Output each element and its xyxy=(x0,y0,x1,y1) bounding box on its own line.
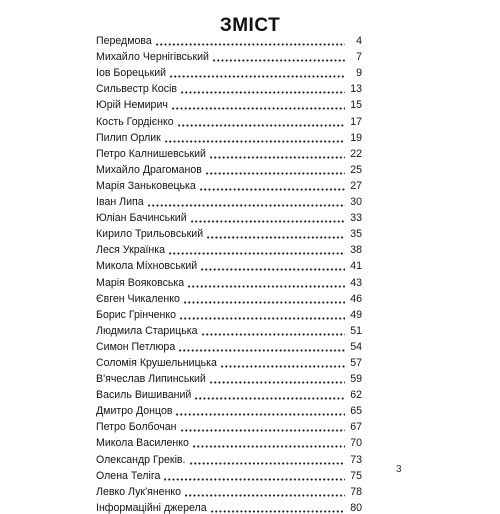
toc-entry-title: Пилип Орлик xyxy=(96,131,161,144)
toc-entry-page: 51 xyxy=(350,324,362,337)
toc-entry-page: 49 xyxy=(350,308,362,321)
dot-leader xyxy=(163,471,345,481)
dot-leader xyxy=(205,165,345,175)
dot-leader xyxy=(210,503,345,513)
toc-entry-page: 54 xyxy=(350,340,362,353)
dot-leader xyxy=(179,310,345,320)
toc-entry-title: Олена Теліга xyxy=(96,469,161,482)
toc-entry[interactable] xyxy=(96,321,362,337)
toc-entry-title: Євген Чикаленко xyxy=(96,292,180,305)
toc-entry[interactable] xyxy=(96,401,362,417)
toc-entry-title: Петро Болбочан xyxy=(96,421,177,434)
dot-leader xyxy=(155,36,345,46)
toc-entry-title: Сильвестр Косів xyxy=(96,83,177,96)
toc-entry-title: Петро Калнишевський xyxy=(96,147,206,160)
toc-entry-title: Олександр Греків. xyxy=(96,453,186,466)
toc-entry-page: 62 xyxy=(350,389,362,402)
toc-entry-title: Левко Лук'яненко xyxy=(96,485,182,498)
dot-leader xyxy=(189,455,346,465)
table-of-contents xyxy=(96,31,362,514)
dot-leader xyxy=(180,422,345,432)
toc-entry-title: В'ячеслав Липинський xyxy=(96,373,206,386)
dot-leader xyxy=(194,390,345,400)
toc-entry-title: Микола Міхновський xyxy=(96,260,198,273)
dot-leader xyxy=(187,278,345,288)
toc-entry[interactable] xyxy=(96,498,362,514)
toc-entry-title: Юліан Бачинський xyxy=(96,212,187,225)
toc-entry-title: Марія Заньковецька xyxy=(96,179,196,192)
toc-entry-title: Кирило Трильовський xyxy=(96,228,204,241)
toc-entry-title: Інформаційні джерела xyxy=(96,501,207,514)
toc-entry-page: 46 xyxy=(350,292,362,305)
dot-leader xyxy=(190,213,345,223)
toc-entry-title: Соломія Крушельницька xyxy=(96,356,217,369)
dot-leader xyxy=(206,229,345,239)
dot-leader xyxy=(175,406,345,416)
toc-entry[interactable] xyxy=(96,192,362,208)
toc-entry-title: Марія Вояковська xyxy=(96,276,185,289)
toc-entry-page: 57 xyxy=(350,356,362,369)
toc-entry-page: 25 xyxy=(350,163,362,176)
toc-entry-title: Борис Грінченко xyxy=(96,308,177,321)
toc-entry[interactable] xyxy=(96,160,362,176)
toc-entry[interactable] xyxy=(96,128,362,144)
toc-entry[interactable] xyxy=(96,176,362,192)
toc-entry[interactable] xyxy=(96,337,362,353)
dot-leader xyxy=(171,100,345,110)
dot-leader xyxy=(192,438,345,448)
toc-entry-page: 35 xyxy=(350,228,362,241)
toc-entry[interactable] xyxy=(96,417,362,433)
toc-entry-title: Симон Петлюра xyxy=(96,340,176,353)
dot-leader xyxy=(201,326,346,336)
dot-leader xyxy=(183,294,345,304)
toc-entry-title: Людмила Старицька xyxy=(96,324,198,337)
toc-entry-page: 78 xyxy=(350,485,362,498)
toc-entry[interactable] xyxy=(96,385,362,401)
dot-leader xyxy=(168,245,345,255)
toc-entry-title: Леся Українка xyxy=(96,244,166,257)
toc-entry[interactable] xyxy=(96,144,362,160)
toc-entry-title: Михайло Чернігівський xyxy=(96,51,209,64)
toc-entry-page: 13 xyxy=(350,83,362,96)
dot-leader xyxy=(209,149,345,159)
toc-entry[interactable] xyxy=(96,47,362,63)
toc-entry[interactable] xyxy=(96,95,362,111)
dot-leader xyxy=(164,133,345,143)
toc-entry-page: 33 xyxy=(350,212,362,225)
toc-entry-page: 70 xyxy=(350,437,362,450)
toc-entry-title: Кость Гордієнко xyxy=(96,115,174,128)
toc-entry[interactable] xyxy=(96,433,362,449)
toc-entry-title: Іов Борецький xyxy=(96,67,167,80)
toc-entry-page: 7 xyxy=(356,51,362,64)
toc-entry-page: 67 xyxy=(350,421,362,434)
toc-entry-page: 43 xyxy=(350,276,362,289)
toc-entry[interactable] xyxy=(96,369,362,385)
toc-entry[interactable] xyxy=(96,466,362,482)
toc-entry-page: 38 xyxy=(350,244,362,257)
dot-leader xyxy=(169,68,345,78)
toc-entry-title: Юрій Немирич xyxy=(96,99,168,112)
toc-entry[interactable] xyxy=(96,111,362,127)
toc-entry-page: 27 xyxy=(350,179,362,192)
dot-leader xyxy=(177,117,345,127)
toc-entry[interactable] xyxy=(96,208,362,224)
toc-entry[interactable] xyxy=(96,353,362,369)
toc-entry[interactable] xyxy=(96,272,362,288)
toc-entry-page: 22 xyxy=(350,147,362,160)
dot-leader xyxy=(209,374,345,384)
dot-leader xyxy=(184,487,345,497)
toc-entry-title: Передмова xyxy=(96,35,152,48)
toc-entry-page: 59 xyxy=(350,373,362,386)
toc-entry-page: 75 xyxy=(350,469,362,482)
toc-entry-page: 73 xyxy=(350,453,362,466)
dot-leader xyxy=(220,358,345,368)
toc-entry[interactable] xyxy=(96,482,362,498)
toc-entry-title: Василь Вишиваний xyxy=(96,389,192,402)
toc-entry-page: 17 xyxy=(350,115,362,128)
toc-entry-page: 4 xyxy=(356,35,362,48)
toc-entry-page: 41 xyxy=(350,260,362,273)
dot-leader xyxy=(199,181,345,191)
toc-entry-page: 65 xyxy=(350,405,362,418)
toc-entry[interactable] xyxy=(96,449,362,465)
toc-entry-title: Микола Василенко xyxy=(96,437,189,450)
dot-leader xyxy=(212,52,345,62)
toc-entry[interactable] xyxy=(96,224,362,240)
toc-entry[interactable] xyxy=(96,31,362,47)
toc-entry-title: Іван Липа xyxy=(96,196,144,209)
page-title: ЗМІСТ xyxy=(219,14,281,36)
toc-entry-page: 19 xyxy=(350,131,362,144)
toc-entry[interactable] xyxy=(96,305,362,321)
dot-leader xyxy=(200,261,345,271)
toc-entry[interactable] xyxy=(96,79,362,95)
page-number: 3 xyxy=(396,464,402,475)
toc-entry-page: 80 xyxy=(350,501,362,514)
dot-leader xyxy=(178,342,345,352)
toc-entry-page: 30 xyxy=(350,196,362,209)
toc-entry[interactable] xyxy=(96,289,362,305)
toc-entry[interactable] xyxy=(96,256,362,272)
toc-entry[interactable] xyxy=(96,240,362,256)
toc-entry-page: 15 xyxy=(350,99,362,112)
toc-entry-title: Михайло Драгоманов xyxy=(96,163,202,176)
toc-entry-page: 9 xyxy=(356,67,362,80)
dot-leader xyxy=(180,84,345,94)
toc-entry-title: Дмитро Донцов xyxy=(96,405,173,418)
toc-entry[interactable] xyxy=(96,63,362,79)
dot-leader xyxy=(147,197,345,207)
